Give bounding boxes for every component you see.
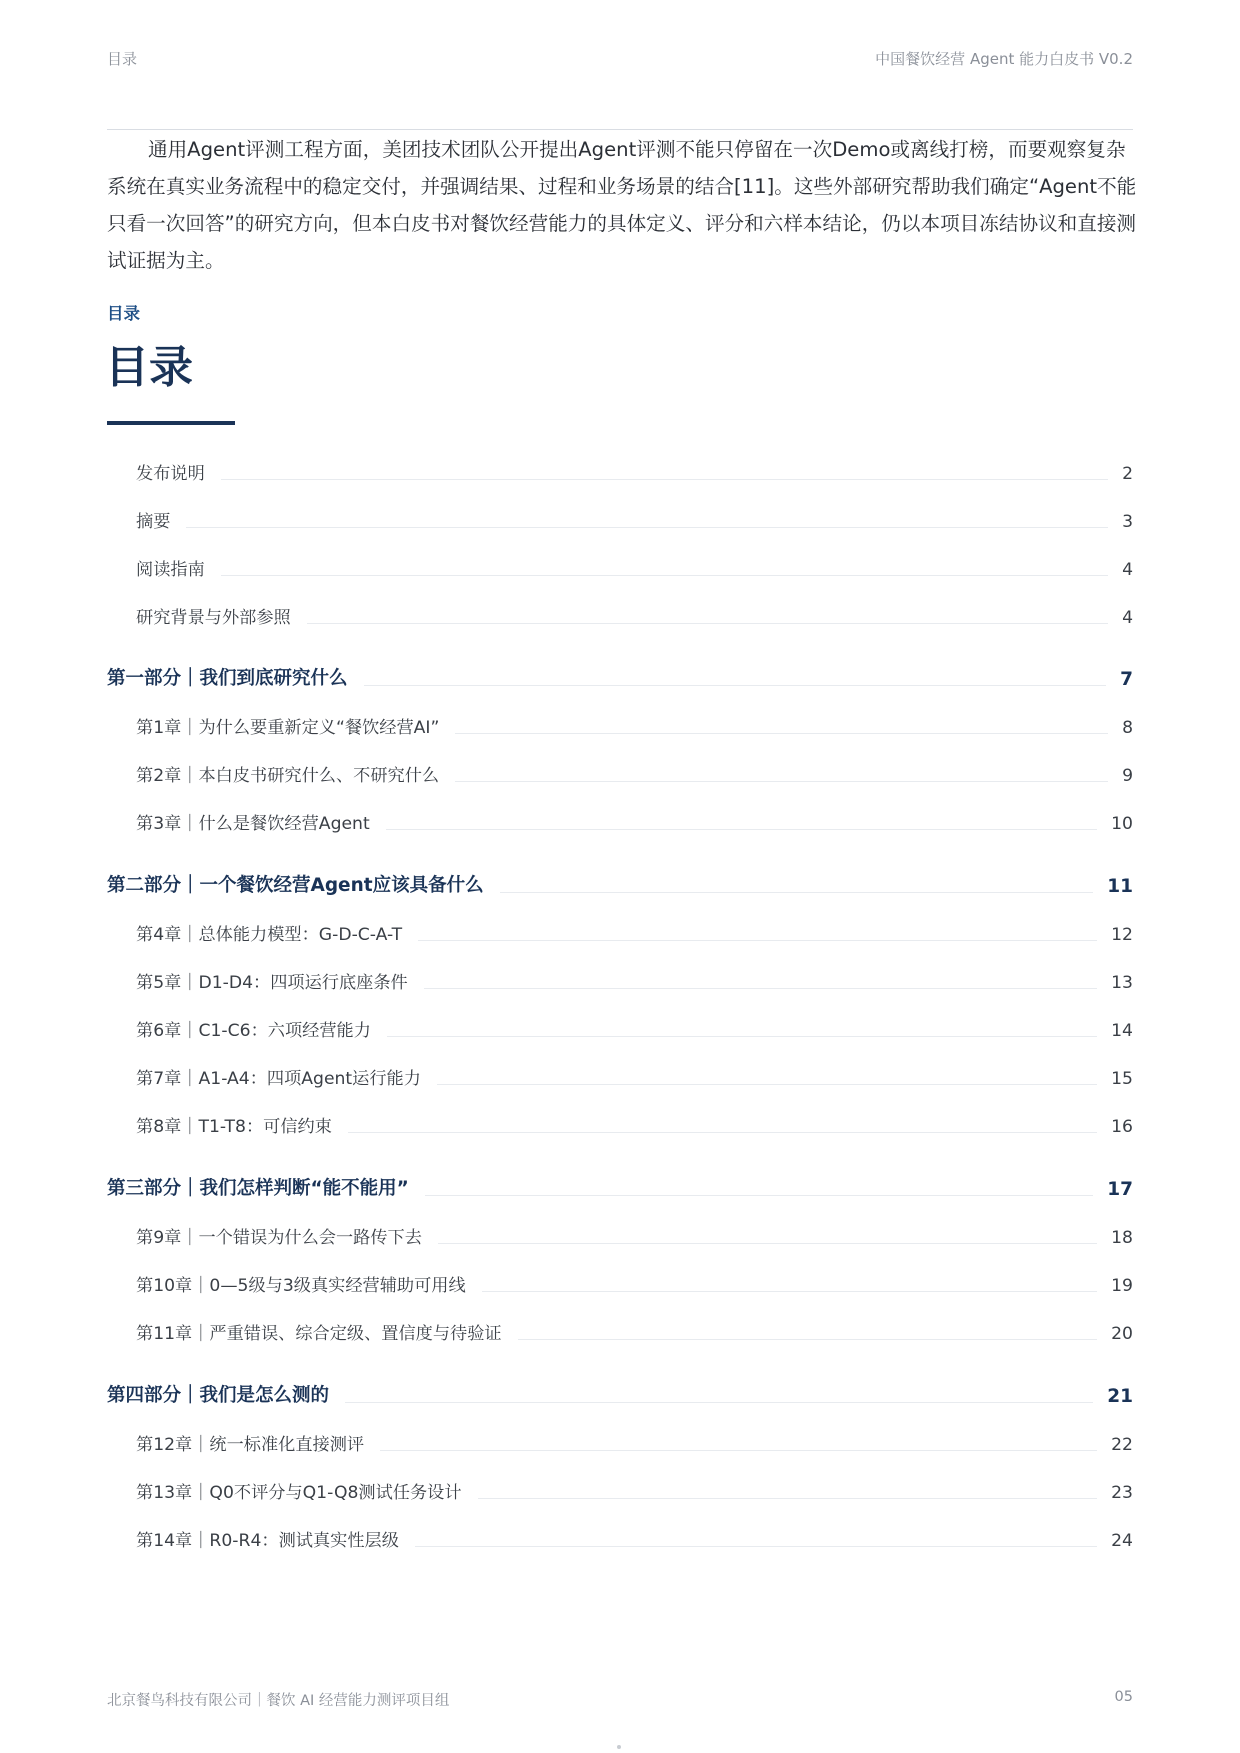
toc-entry-label: 第3章｜什么是餐饮经营Agent bbox=[136, 814, 370, 834]
toc-entry-label: 第4章｜总体能力模型：G-D-C-A-T bbox=[136, 925, 403, 945]
toc-entry-row[interactable] bbox=[107, 1113, 1133, 1137]
toc-entry-row[interactable] bbox=[107, 1065, 1133, 1089]
toc-entry-row[interactable] bbox=[107, 1527, 1133, 1551]
toc-leader-line bbox=[386, 829, 1097, 830]
toc-entry-row[interactable] bbox=[107, 714, 1133, 738]
toc-leader-line bbox=[455, 781, 1108, 782]
toc-page-number: 10 bbox=[1111, 814, 1133, 834]
toc-page-number: 16 bbox=[1111, 1117, 1133, 1137]
toc-leader-line bbox=[425, 1195, 1093, 1196]
toc-entry-row[interactable] bbox=[107, 1017, 1133, 1041]
toc-leader-line bbox=[364, 685, 1107, 686]
toc-entry-row[interactable] bbox=[107, 1479, 1133, 1503]
toc-leader-line bbox=[380, 1450, 1097, 1451]
toc-leader-line bbox=[518, 1339, 1098, 1340]
toc-page-number: 9 bbox=[1122, 766, 1133, 786]
toc-entry-row[interactable] bbox=[107, 969, 1133, 993]
toc-leader-line bbox=[500, 892, 1094, 893]
toc-entry-row[interactable] bbox=[107, 810, 1133, 834]
toc-entry-row[interactable] bbox=[107, 556, 1133, 580]
toc-entry-label: 第三部分｜我们怎样判断“能不能用” bbox=[107, 1178, 409, 1199]
header-document-title: 中国餐饮经营 Agent 能力白皮书 V0.2 bbox=[875, 50, 1133, 68]
toc-leader-line bbox=[438, 1243, 1097, 1244]
toc-page-number: 20 bbox=[1111, 1324, 1133, 1344]
toc-page-number: 7 bbox=[1120, 669, 1133, 690]
toc-part-row[interactable] bbox=[107, 873, 1133, 897]
toc-entry-label: 阅读指南 bbox=[136, 560, 205, 580]
toc-entry-row[interactable] bbox=[107, 1431, 1133, 1455]
toc-page-number: 22 bbox=[1111, 1435, 1133, 1455]
footer-page-number: 05 bbox=[1114, 1689, 1133, 1705]
toc-page-number: 2 bbox=[1122, 464, 1133, 484]
running-footer bbox=[107, 1689, 1133, 1710]
toc-page-number: 13 bbox=[1111, 973, 1133, 993]
toc-page-number: 21 bbox=[1107, 1386, 1133, 1407]
toc-entry-label: 第9章｜一个错误为什么会一路传下去 bbox=[136, 1228, 422, 1248]
toc-entry-row[interactable] bbox=[107, 1224, 1133, 1248]
toc-part-row[interactable] bbox=[107, 1176, 1133, 1200]
toc-entry-label: 第7章｜A1-A4：四项Agent运行能力 bbox=[136, 1069, 421, 1089]
toc-page-number: 24 bbox=[1111, 1531, 1133, 1551]
toc-entry-row[interactable] bbox=[107, 508, 1133, 532]
toc-leader-line bbox=[307, 623, 1108, 624]
toc-entry-label: 第14章｜R0-R4：测试真实性层级 bbox=[136, 1531, 399, 1551]
toc-page-number: 8 bbox=[1122, 718, 1133, 738]
header-section-name: 目录 bbox=[107, 50, 138, 68]
toc-page-number: 4 bbox=[1122, 560, 1133, 580]
toc-leader-line bbox=[482, 1291, 1097, 1292]
toc-leader-line bbox=[221, 479, 1108, 480]
toc-leader-line bbox=[437, 1084, 1097, 1085]
toc-leader-line bbox=[418, 940, 1097, 941]
toc-page-number: 23 bbox=[1111, 1483, 1133, 1503]
toc-entry-label: 第12章｜统一标准化直接测评 bbox=[136, 1435, 365, 1455]
toc-entry-row[interactable] bbox=[107, 921, 1133, 945]
toc-page-number: 3 bbox=[1122, 512, 1133, 532]
toc-entry-label: 第1章｜为什么要重新定义“餐饮经营AI” bbox=[136, 718, 440, 738]
toc-leader-line bbox=[415, 1546, 1097, 1547]
toc-page-number: 11 bbox=[1107, 876, 1133, 897]
toc-page-number: 12 bbox=[1111, 925, 1133, 945]
toc-entry-label: 第8章｜T1-T8：可信约束 bbox=[136, 1117, 332, 1137]
toc-leader-line bbox=[478, 1498, 1098, 1499]
toc-title: 目录 bbox=[105, 342, 193, 393]
toc-entry-label: 第四部分｜我们是怎么测的 bbox=[107, 1385, 330, 1406]
toc-part-row[interactable] bbox=[107, 666, 1133, 690]
toc-entry-row[interactable] bbox=[107, 604, 1133, 628]
toc-entry-label: 发布说明 bbox=[136, 464, 205, 484]
toc-entry-label: 第5章｜D1-D4：四项运行底座条件 bbox=[136, 973, 408, 993]
toc-entry-row[interactable] bbox=[107, 762, 1133, 786]
footer-organization: 北京餐鸟科技有限公司｜餐饮 AI 经营能力测评项目组 bbox=[107, 1693, 450, 1709]
toc-leader-line bbox=[348, 1132, 1097, 1133]
toc-leader-line bbox=[221, 575, 1108, 576]
toc-leader-line bbox=[424, 988, 1097, 989]
toc-entry-label: 第一部分｜我们到底研究什么 bbox=[107, 668, 348, 689]
toc-entry-label: 第6章｜C1-C6：六项经营能力 bbox=[136, 1021, 371, 1041]
toc-entry-row[interactable] bbox=[107, 1320, 1133, 1344]
toc-entry-label: 第10章｜0—5级与3级真实经营辅助可用线 bbox=[136, 1276, 466, 1296]
toc-leader-line bbox=[387, 1036, 1097, 1037]
toc-kicker: 目录 bbox=[107, 304, 140, 323]
toc-entry-row[interactable] bbox=[107, 1272, 1133, 1296]
toc-leader-line bbox=[345, 1402, 1093, 1403]
toc-page-number: 14 bbox=[1111, 1021, 1133, 1041]
toc-page-number: 19 bbox=[1111, 1276, 1133, 1296]
toc-entry-label: 摘要 bbox=[136, 512, 171, 532]
intro-paragraph: 通用Agent评测工程方面，美团技术团队公开提出Agent评测不能只停留在一次Demo或离线打榜，而要观察复杂系统在真实业务流程中的稳定交付，并强调结果、过程和业务场景的结合[11]。这些外部研究帮助我们确定“Agent不能只看一次回答”的研究方向，但本白皮书对餐饮经营能力的具体定义、评分和六样本结论，仍以本项目冻结协议和直接测试证据为主。 bbox=[107, 138, 1137, 272]
toc-leader-line bbox=[186, 527, 1108, 528]
toc-part-row[interactable] bbox=[107, 1383, 1133, 1407]
toc-page-number: 4 bbox=[1122, 608, 1133, 628]
toc-page-number: 18 bbox=[1111, 1228, 1133, 1248]
toc-entry-label: 第2章｜本白皮书研究什么、不研究什么 bbox=[136, 766, 440, 786]
toc-leader-line bbox=[455, 733, 1108, 734]
toc-entry-label: 第13章｜Q0不评分与Q1-Q8测试任务设计 bbox=[136, 1483, 462, 1503]
page-indicator-dot bbox=[617, 1745, 621, 1749]
toc-page-number: 17 bbox=[1107, 1179, 1133, 1200]
toc-page-number: 15 bbox=[1111, 1069, 1133, 1089]
toc-entry-label: 第11章｜严重错误、综合定级、置信度与待验证 bbox=[136, 1324, 502, 1344]
toc-entry-label: 研究背景与外部参照 bbox=[136, 608, 291, 628]
toc-entry-label: 第二部分｜一个餐饮经营Agent应该具备什么 bbox=[107, 875, 484, 896]
toc-entry-row[interactable] bbox=[107, 460, 1133, 484]
